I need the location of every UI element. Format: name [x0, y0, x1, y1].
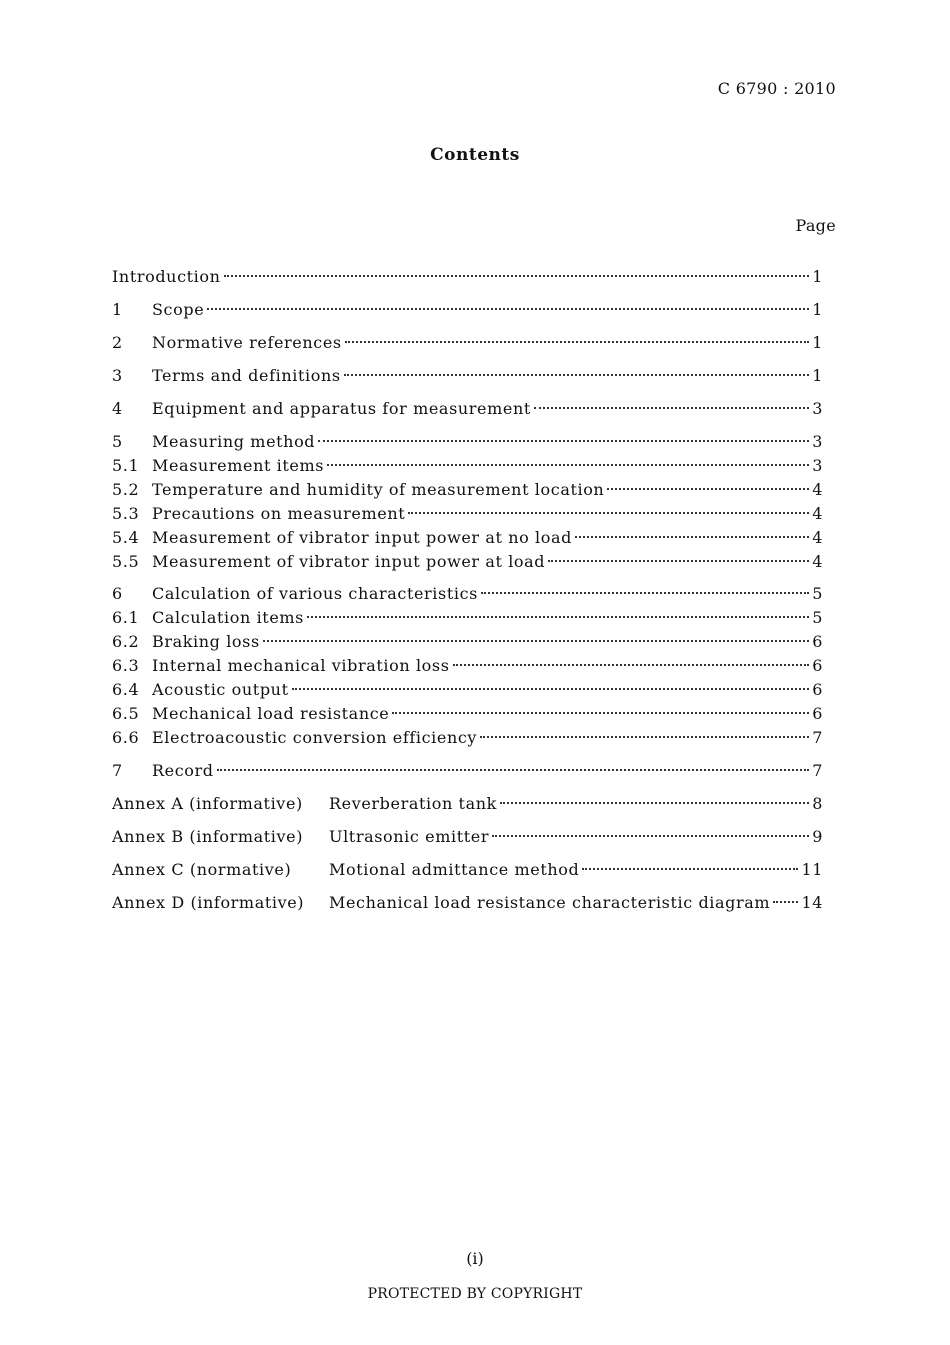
toc-entry[interactable]: [112, 679, 823, 701]
toc-entry-page: 6: [812, 656, 823, 675]
toc-annex-entry[interactable]: [112, 859, 823, 881]
toc-entry-title: Mechanical load resistance: [152, 704, 390, 723]
toc-entry-number: 2: [112, 333, 123, 352]
toc-entry-page: 7: [812, 761, 823, 780]
toc-entry-title: Mechanical load resistance characteristic diagram: [329, 893, 771, 912]
toc-entry-title: Measuring method: [152, 432, 316, 451]
dot-leader: [408, 512, 809, 514]
toc-entry[interactable]: [112, 727, 823, 749]
dot-leader: [607, 488, 809, 490]
dot-leader: [392, 712, 809, 714]
toc-entry-page: 6: [812, 632, 823, 651]
toc-entry-page: 4: [812, 552, 823, 571]
toc-annex-entry[interactable]: [112, 793, 823, 815]
toc-entry[interactable]: [112, 631, 823, 653]
toc-entry-title: Reverberation tank: [329, 794, 497, 813]
toc-entry-page: 6: [812, 704, 823, 723]
dot-leader: [292, 688, 810, 690]
toc-entry-page: 3: [812, 399, 823, 418]
toc-entry-number: 1: [112, 300, 123, 319]
dot-leader: [481, 592, 809, 594]
toc-annex-entry[interactable]: [112, 892, 823, 914]
dot-leader: [500, 802, 809, 804]
annex-label: Annex A (informative): [112, 794, 303, 813]
dot-leader: [773, 901, 798, 903]
toc-entry-number: 6.5: [112, 704, 140, 723]
toc-entry[interactable]: [112, 760, 823, 782]
toc-entry[interactable]: [112, 503, 823, 525]
toc-entry-page: 1: [812, 333, 823, 352]
toc-entry-title: Temperature and humidity of measurement location: [152, 480, 605, 499]
dot-leader: [492, 835, 809, 837]
toc-entry[interactable]: [112, 479, 823, 501]
dot-leader: [318, 440, 809, 442]
toc-entry[interactable]: [112, 455, 823, 477]
footer-page-number: (i): [466, 1249, 484, 1268]
toc-entry[interactable]: [112, 655, 823, 677]
toc-entry-page: 4: [812, 528, 823, 547]
dot-leader: [575, 536, 809, 538]
dot-leader: [548, 560, 809, 562]
annex-label: Annex C (normative): [112, 860, 292, 879]
toc-entry-introduction[interactable]: [112, 266, 823, 288]
toc-entry-page: 4: [812, 504, 823, 523]
toc-entry[interactable]: [112, 332, 823, 354]
dot-leader: [207, 308, 809, 310]
toc-entry-title: Scope: [152, 300, 205, 319]
toc-entry-title: Braking loss: [152, 632, 260, 651]
dot-leader: [582, 868, 798, 870]
toc-entry-page: 11: [801, 860, 823, 879]
dot-leader: [307, 616, 809, 618]
toc-entry-number: 6: [112, 584, 123, 603]
toc-entry-title: Terms and definitions: [152, 366, 341, 385]
dot-leader: [224, 275, 810, 277]
toc-entry-number: 3: [112, 366, 123, 385]
toc-entry-page: 1: [812, 267, 823, 286]
toc-entry[interactable]: [112, 703, 823, 725]
toc-entry-number: 5.3: [112, 504, 140, 523]
dot-leader: [344, 374, 810, 376]
copyright-notice: PROTECTED BY COPYRIGHT: [367, 1286, 583, 1302]
toc-entry-title: Acoustic output: [152, 680, 289, 699]
page-title: Contents: [430, 145, 520, 165]
page-column-label: Page: [795, 216, 836, 235]
toc-entry-title: Electroacoustic conversion efficiency: [152, 728, 478, 747]
toc-entry-title: Ultrasonic emitter: [329, 827, 490, 846]
dot-leader: [453, 664, 810, 666]
dot-leader: [217, 769, 810, 771]
toc-entry-number: 5: [112, 432, 123, 451]
toc-entry[interactable]: [112, 527, 823, 549]
dot-leader: [534, 407, 809, 409]
toc-annex-entry[interactable]: [112, 826, 823, 848]
toc-entry-page: 7: [812, 728, 823, 747]
toc-entry-title: Internal mechanical vibration loss: [152, 656, 450, 675]
toc-entry-page: 8: [812, 794, 823, 813]
toc-entry-number: 5.2: [112, 480, 140, 499]
toc-entry-page: 5: [812, 584, 823, 603]
toc-entry-number: 7: [112, 761, 123, 780]
toc-entry-page: 9: [812, 827, 823, 846]
dot-leader: [263, 640, 809, 642]
toc-entry-number: 5.5: [112, 552, 140, 571]
toc-entry-page: 14: [801, 893, 823, 912]
toc-entry-title: Calculation items: [152, 608, 304, 627]
toc-entry-number: 6.3: [112, 656, 140, 675]
toc-entry[interactable]: [112, 431, 823, 453]
dot-leader: [480, 736, 809, 738]
toc-entry-title: Record: [152, 761, 214, 780]
toc-entry-page: 5: [812, 608, 823, 627]
toc-entry-number: 6.6: [112, 728, 140, 747]
toc-entry[interactable]: [112, 583, 823, 605]
toc-entry-title: Precautions on measurement: [152, 504, 406, 523]
toc-entry[interactable]: [112, 551, 823, 573]
toc-entry-number: 5.1: [112, 456, 140, 475]
annex-label: Annex B (informative): [112, 827, 304, 846]
toc-entry-number: 4: [112, 399, 123, 418]
annex-label: Annex D (informative): [112, 893, 305, 912]
toc-entry-number: 5.4: [112, 528, 140, 547]
dot-leader: [327, 464, 809, 466]
toc-entry-title: Equipment and apparatus for measurement: [152, 399, 531, 418]
toc-entry-title: Measurement of vibrator input power at load: [152, 552, 546, 571]
toc-entry-page: 1: [812, 300, 823, 319]
toc-entry[interactable]: [112, 299, 823, 321]
toc-entry-page: 3: [812, 432, 823, 451]
toc-entry-title: Measurement of vibrator input power at no load: [152, 528, 572, 547]
toc-entry-page: 4: [812, 480, 823, 499]
toc-entry-title: Measurement items: [152, 456, 325, 475]
toc-entry-number: 6.1: [112, 608, 140, 627]
toc-entry-number: 6.4: [112, 680, 140, 699]
toc-entry-title: Introduction: [112, 267, 221, 286]
toc-entry-page: 3: [812, 456, 823, 475]
dot-leader: [345, 341, 810, 343]
toc-entry-page: 1: [812, 366, 823, 385]
standard-code: C 6790 : 2010: [717, 79, 836, 98]
toc-entry-number: 6.2: [112, 632, 140, 651]
toc-entry[interactable]: [112, 365, 823, 387]
toc-entry-page: 6: [812, 680, 823, 699]
toc-entry[interactable]: [112, 607, 823, 629]
toc-entry-title: Calculation of various characteristics: [152, 584, 478, 603]
toc-entry-title: Motional admittance method: [329, 860, 580, 879]
toc-entry[interactable]: [112, 398, 823, 420]
toc-entry-title: Normative references: [152, 333, 342, 352]
